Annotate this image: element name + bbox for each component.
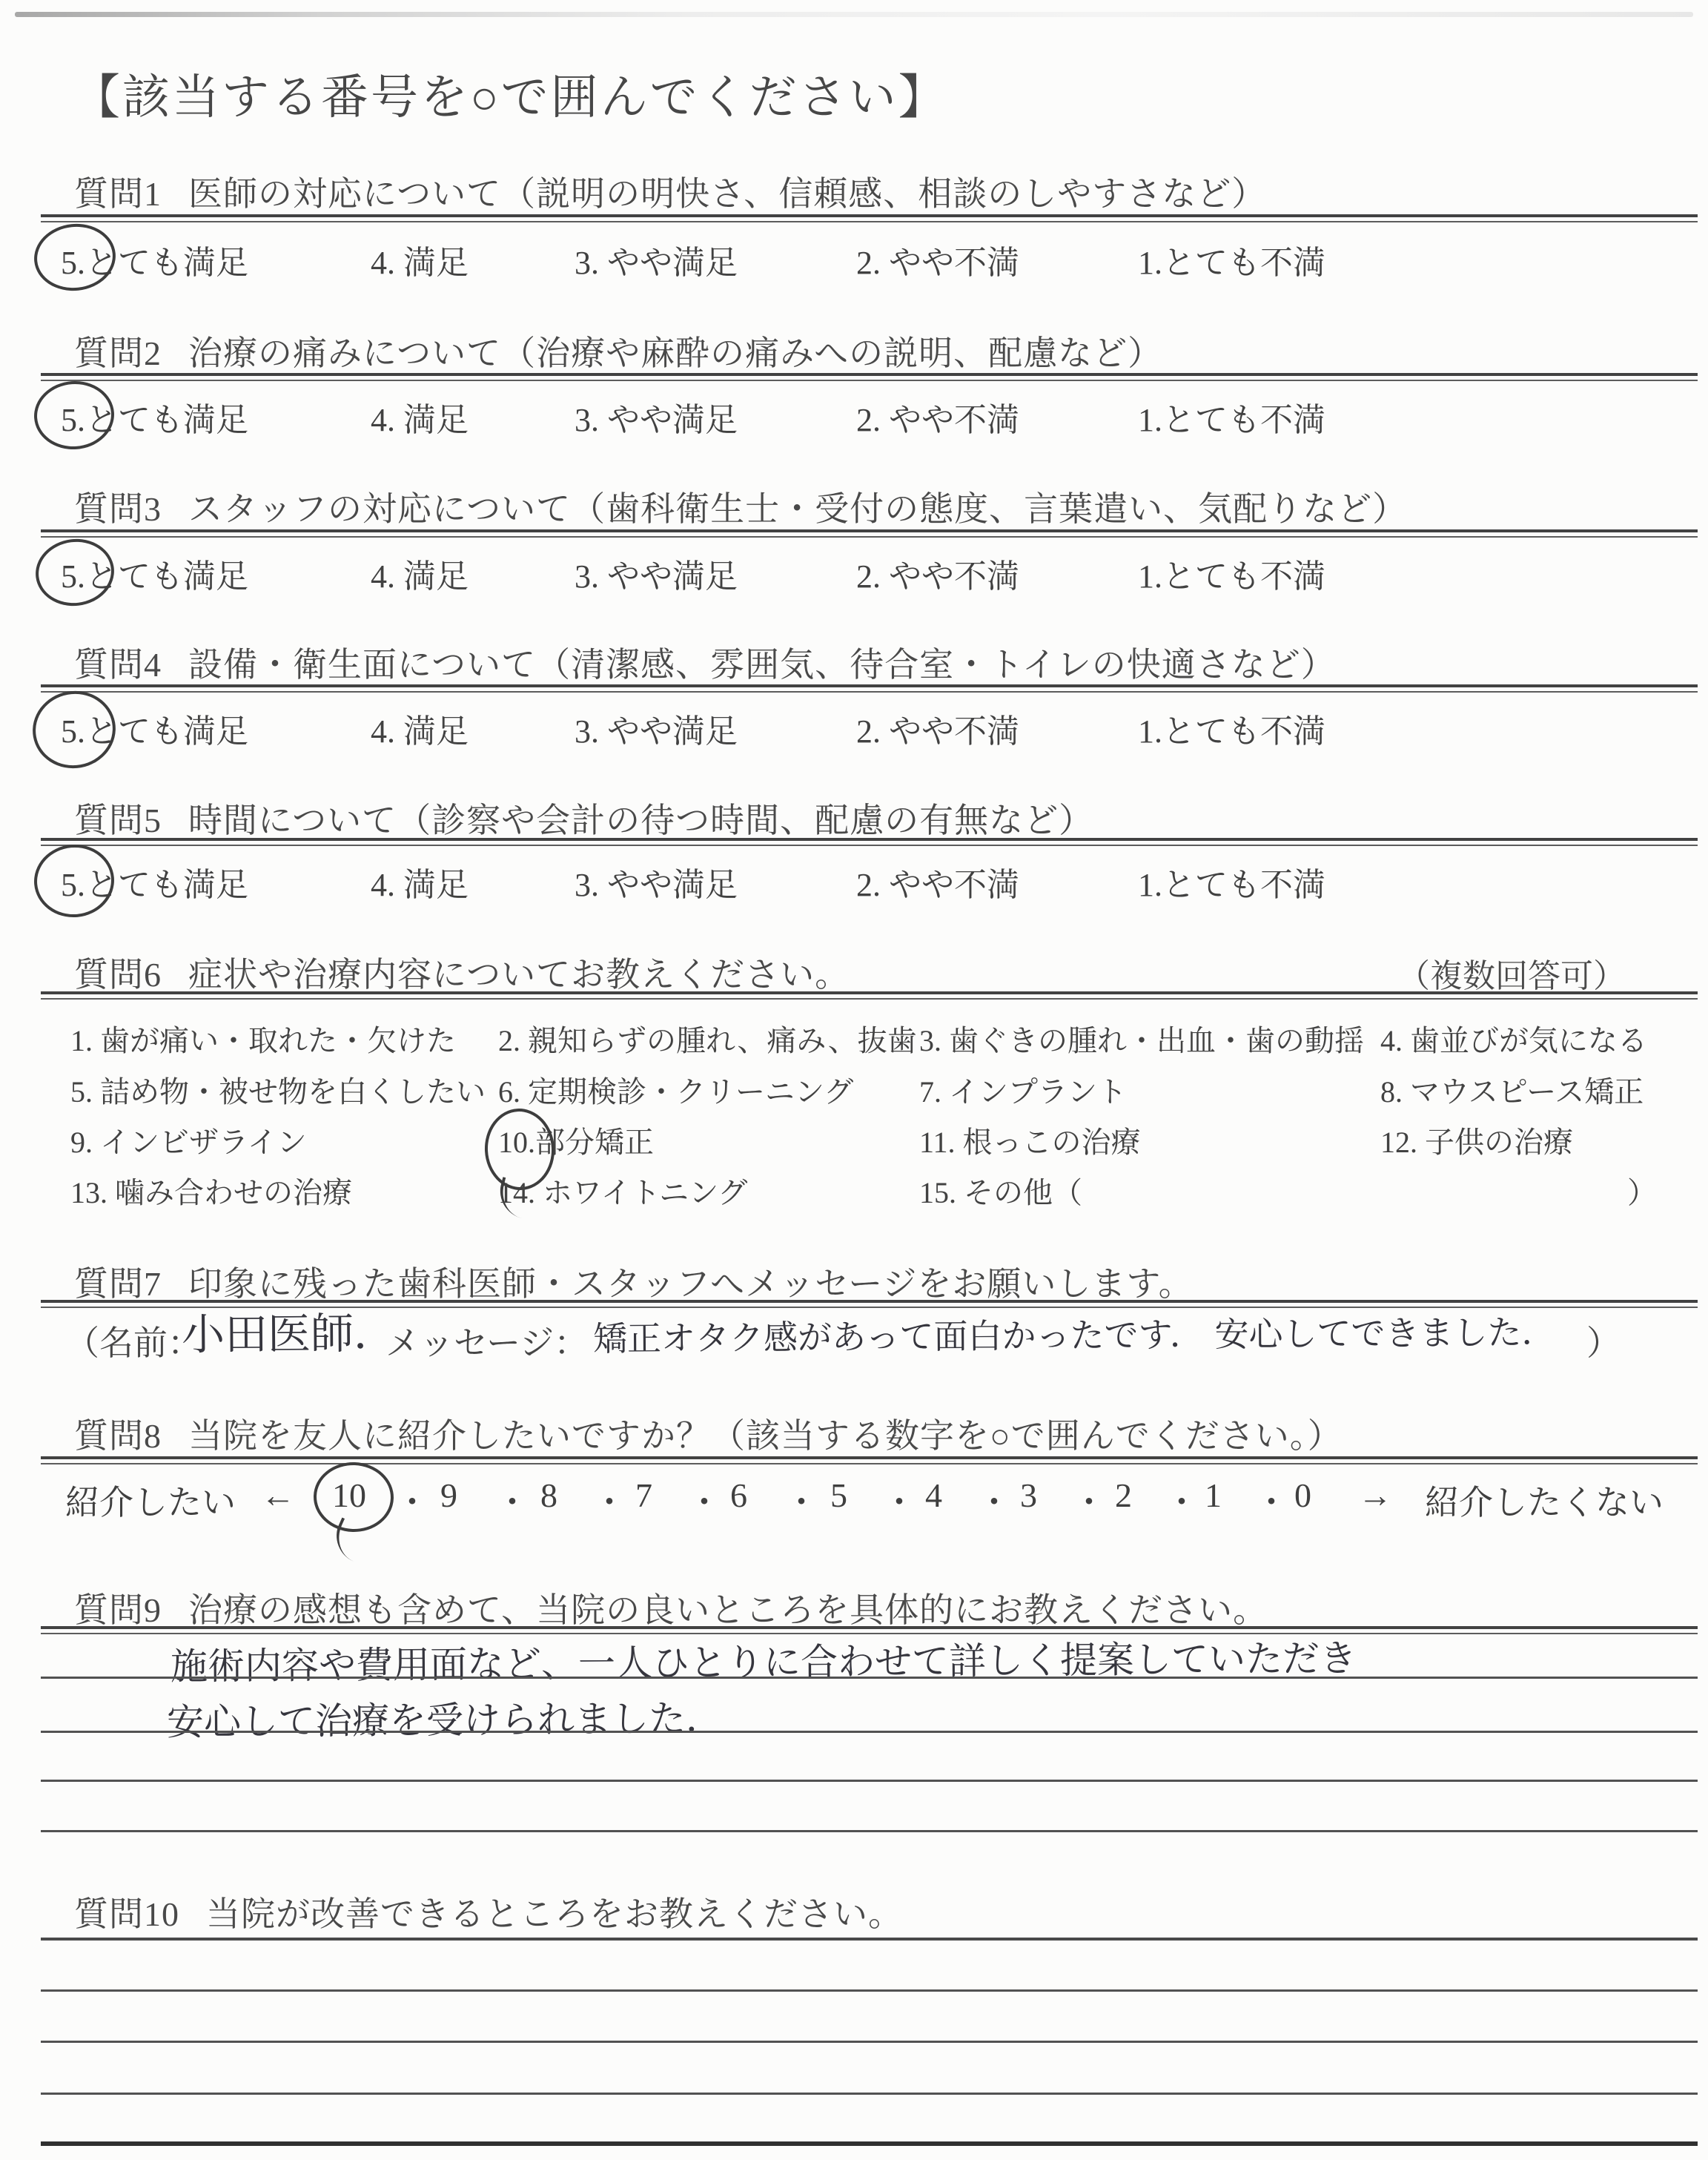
symptom-item-1: 1. 歯が痛い・取れた・欠けた (70, 1024, 456, 1057)
q8-dot: ・ (495, 1484, 529, 1522)
option-3-somewhat-satisfied: 3. やや満足 (575, 402, 738, 438)
symptom-item-2: 2. 親知らずの腫れ、痛み、抜歯 (498, 1024, 917, 1057)
symptom-item-3: 3. 歯ぐきの腫れ・出血・歯の動揺 (919, 1024, 1364, 1057)
symptom-item-13: 13. 噛み合わせの治療 (70, 1176, 352, 1209)
q8-dot: ・ (1254, 1484, 1288, 1522)
question-5-options (0, 858, 1708, 913)
question-2-header (74, 326, 1162, 375)
option-1-very-dissatisfied: 1.とても不満 (1138, 558, 1325, 595)
question-10-label: 質問10 (74, 1895, 179, 1933)
option-4-satisfied: 4. 満足 (371, 867, 469, 903)
question-8-label: 質問8 (74, 1417, 162, 1455)
symptom-item-7: 7. インプラント (919, 1075, 1127, 1109)
question-4-label: 質問4 (74, 646, 162, 684)
option-4-satisfied: 4. 満足 (371, 245, 469, 281)
q9-handwritten-line-2: 安心して治療を受けられました． (166, 1697, 724, 1744)
option-2-somewhat-dissatisfied: 2. やや不満 (856, 402, 1019, 438)
q8-number-9: 9 (440, 1476, 457, 1514)
option-2-somewhat-dissatisfied: 2. やや不満 (856, 713, 1019, 750)
q8-number-2: 2 (1115, 1476, 1132, 1514)
question-7-title: 印象に残った歯科医師・スタッフへメッセージをお願いします。 (188, 1265, 1194, 1303)
question-9-header (74, 1583, 1268, 1632)
q7-handwritten-name: 小田医師． (181, 1307, 397, 1361)
question-2-label: 質問2 (74, 334, 162, 372)
question-6-label: 質問6 (74, 956, 162, 994)
page-title: 【該当する番号を○で囲んでください】 (73, 71, 948, 124)
writing-line (41, 1830, 1698, 1832)
option-2-somewhat-dissatisfied: 2. やや不満 (856, 558, 1019, 595)
question-1-options (0, 236, 1708, 291)
handwritten-circle-q3-answer (32, 535, 118, 610)
symptom-item-8: 8. マウスピース矯正 (1380, 1075, 1644, 1109)
question-6-row-2 (0, 1069, 1708, 1116)
option-4-satisfied: 4. 満足 (371, 402, 469, 438)
symptom-item-6: 6. 定期検診・クリーニング (498, 1075, 854, 1109)
q8-number-0: 0 (1294, 1476, 1311, 1514)
handwritten-circle-q2-answer (32, 378, 116, 452)
q8-right-arrow-icon: → (1358, 1476, 1392, 1514)
q8-number-6: 6 (730, 1476, 747, 1514)
option-3-somewhat-satisfied: 3. やや満足 (575, 713, 738, 750)
writing-line (41, 1731, 1698, 1733)
q8-dot: ・ (1072, 1484, 1106, 1522)
question-4-divider (41, 684, 1698, 693)
q8-dot: ・ (687, 1484, 721, 1522)
handwritten-circle-q4-answer (27, 684, 122, 775)
question-2-divider (41, 373, 1698, 381)
symptom-item-14: 14. ホワイトニング (498, 1176, 748, 1209)
q7-message-label: メッセージ： (385, 1324, 589, 1362)
option-1-very-dissatisfied: 1.とても不満 (1138, 245, 1325, 281)
q7-close-paren: ） (1586, 1324, 1621, 1362)
question-5-label: 質問5 (74, 802, 162, 839)
symptom-item-4: 4. 歯並びが気になる (1380, 1024, 1647, 1057)
q8-number-5: 5 (830, 1476, 847, 1514)
question-3-label: 質問3 (74, 490, 162, 528)
option-5-very-satisfied: 5.とても満足 (61, 402, 248, 438)
question-6-divider (41, 991, 1698, 1000)
option-5-very-satisfied: 5.とても満足 (61, 713, 248, 750)
writing-line (41, 1677, 1698, 1679)
q8-dot: ・ (592, 1484, 626, 1522)
option-4-satisfied: 4. 満足 (371, 713, 469, 750)
symptom-item-10: 10.部分矯正 (498, 1126, 654, 1159)
question-1-divider (41, 214, 1698, 222)
question-6-row-4 (0, 1169, 1708, 1217)
question-8-divider (41, 1456, 1698, 1464)
symptom-item-11: 11. 根っこの治療 (919, 1126, 1141, 1159)
writing-line (41, 2141, 1698, 2146)
q8-number-8: 8 (540, 1476, 557, 1514)
option-1-very-dissatisfied: 1.とても不満 (1138, 402, 1325, 438)
question-2-options (0, 393, 1708, 448)
q8-number-4: 4 (925, 1476, 942, 1514)
option-3-somewhat-satisfied: 3. やや満足 (575, 245, 738, 281)
question-5-title: 時間について（診察や会計の待つ時間、配慮の有無など） (188, 802, 1094, 839)
handwritten-circle-q5-answer (31, 841, 117, 920)
q8-dot: ・ (784, 1484, 818, 1522)
question-4-title: 設備・衛生面について（清潔感、雰囲気、待合室・トイレの快適さなど） (188, 646, 1336, 684)
writing-line (41, 2041, 1698, 2043)
q8-left-arrow-icon: ← (261, 1476, 295, 1514)
q8-number-1: 1 (1205, 1476, 1222, 1514)
q8-dot: ・ (882, 1484, 916, 1522)
question-10-title: 当院が改善できるところをお教えください。 (206, 1895, 903, 1933)
question-3-options (0, 549, 1708, 604)
q8-right-label: 紹介したくない (1425, 1484, 1664, 1522)
writing-line (41, 1780, 1698, 1782)
question-8-scale (0, 1476, 1708, 1530)
option-1-very-dissatisfied: 1.とても不満 (1138, 713, 1325, 750)
writing-line (41, 1989, 1698, 1992)
option-3-somewhat-satisfied: 3. やや満足 (575, 558, 738, 595)
option-1-very-dissatisfied: 1.とても不満 (1138, 867, 1325, 903)
q8-number-10: 10 (332, 1476, 366, 1514)
question-3-title: スタッフの対応について（歯科衛生士・受付の態度、言葉遣い、気配りなど） (188, 490, 1408, 528)
symptom-item-12: 12. 子供の治療 (1380, 1126, 1573, 1159)
question-10-divider (41, 1938, 1698, 1941)
question-10-header (74, 1887, 903, 1936)
option-2-somewhat-dissatisfied: 2. やや不満 (856, 245, 1019, 281)
question-3-header (74, 482, 1407, 531)
option-3-somewhat-satisfied: 3. やや満足 (575, 867, 738, 903)
question-2-title: 治療の痛みについて（治療や麻酔の痛みへの説明、配慮など） (188, 334, 1163, 372)
question-9-label: 質問9 (74, 1591, 162, 1629)
question-8-header (74, 1409, 1343, 1458)
q8-dot: ・ (977, 1484, 1011, 1522)
symptom-item-15-other: 15. その他（ (919, 1176, 1082, 1209)
option-4-satisfied: 4. 満足 (371, 558, 469, 595)
symptom-item-15-close-paren: ） (1627, 1176, 1657, 1209)
q8-left-label: 紹介したい (65, 1484, 236, 1522)
question-3-divider (41, 529, 1698, 538)
question-7-label: 質問7 (74, 1265, 162, 1303)
handwritten-circle-q1-answer (31, 219, 119, 294)
q7-handwritten-message: 矯正オタク感があって面白かったです． 安心してできました． (592, 1312, 1556, 1359)
option-5-very-satisfied: 5.とても満足 (61, 867, 248, 903)
question-4-header (74, 638, 1336, 687)
question-5-divider (41, 838, 1698, 846)
q8-number-3: 3 (1020, 1476, 1037, 1514)
question-6-note: （複数回答可） (1397, 958, 1626, 994)
q9-handwritten-line-1: 施術内容や費用面など、一人ひとりに合わせて詳しく提案していただき (170, 1636, 1357, 1688)
question-6-row-1 (0, 1017, 1708, 1065)
question-6-header (74, 948, 850, 997)
question-5-header (74, 793, 1093, 842)
writing-line (41, 2093, 1698, 2095)
option-2-somewhat-dissatisfied: 2. やや不満 (856, 867, 1019, 903)
question-7-header (74, 1257, 1194, 1306)
question-1-label: 質問1 (74, 175, 162, 213)
q7-name-label: （名前： (65, 1324, 202, 1362)
scan-artifact-line (15, 12, 1693, 17)
question-4-options (0, 704, 1708, 759)
question-1-title: 医師の対応について（説明の明快さ、信頼感、相談のしやすさなど） (188, 175, 1267, 213)
symptom-item-5: 5. 詰め物・被せ物を白くしたい (70, 1075, 486, 1109)
q8-dot: ・ (1165, 1484, 1199, 1522)
option-5-very-satisfied: 5.とても満足 (61, 558, 248, 595)
q8-number-7: 7 (635, 1476, 652, 1514)
option-5-very-satisfied: 5.とても満足 (61, 245, 248, 281)
question-8-title: 当院を友人に紹介したいですか？（該当する数字を○で囲んでください。） (188, 1417, 1343, 1455)
q8-dot: ・ (395, 1484, 429, 1522)
question-6-row-3 (0, 1119, 1708, 1166)
symptom-item-9: 9. インビザライン (70, 1126, 307, 1159)
question-1-header (74, 167, 1266, 216)
question-9-title: 治療の感想も含めて、当院の良いところを具体的にお教えください。 (188, 1591, 1268, 1629)
question-6-title: 症状や治療内容についてお教えください。 (188, 956, 850, 994)
